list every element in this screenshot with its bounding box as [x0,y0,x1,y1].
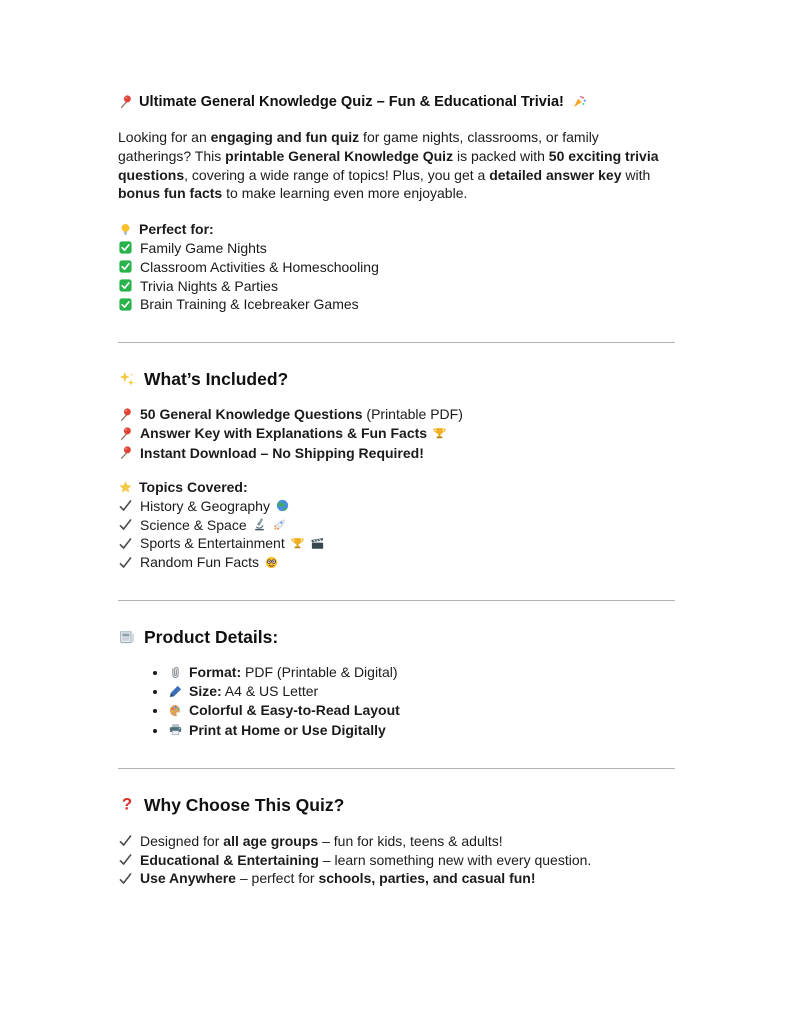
check-mark-icon [118,536,133,551]
why-choose-heading [118,793,675,817]
list-item [168,663,675,682]
list-item [118,295,675,314]
trailing-icons [427,425,447,441]
list-item [118,424,675,443]
product-details-list [118,663,675,740]
list-item-text: Instant Download – No Shipping Required! [140,444,424,461]
list-item [118,497,675,516]
list-item [118,277,675,296]
perfect-for-list [118,239,675,314]
why-choose-list [118,832,675,888]
question-mark-icon [118,795,136,813]
list-item [118,258,675,277]
check-mark-icon [118,517,133,532]
list-item-text: Brain Training & Icebreaker Games [140,296,359,313]
list-item-text: Print at Home or Use Digitally [189,721,386,738]
trophy-icon [290,536,305,551]
list-item-text: Use Anywhere – perfect for schools, parties, and casual fun! [140,870,536,887]
detail-icon [168,722,183,737]
clapper-icon [310,536,325,551]
trailing-icons [247,517,287,533]
globe-icon [275,498,290,513]
list-item [118,534,675,553]
list-item-text: Format: PDF (Printable & Digital) [189,664,398,681]
check-mark-icon [118,852,133,867]
topics-covered-heading-text: Topics Covered: [139,479,248,496]
list-item-text: Random Fun Facts [140,554,260,571]
list-item-text: 50 General Knowledge Questions (Printable PDF) [140,406,463,423]
glowing-star-icon [118,480,133,495]
list-item-text: Family Game Nights [140,239,267,256]
check-mark-icon [118,498,133,513]
microscope-icon [252,517,267,532]
section-divider [118,342,675,343]
detail-icon [168,665,183,680]
product-details-heading [118,625,675,649]
document-page [118,92,675,888]
list-item-text: Designed for all age groups – fun for kids, teens & adults! [140,832,503,849]
perfect-for-heading [118,220,675,239]
list-item [118,444,675,463]
detail-icon [168,684,183,699]
list-item-text: Colorful & Easy-to-Read Layout [189,702,400,719]
list-item [118,869,675,888]
pushpin-icon [118,426,133,441]
check-mark-icon [118,833,133,848]
trailing-icons [259,554,279,570]
list-item-text: Classroom Activities & Homeschooling [140,258,379,275]
lightbulb-icon [118,222,133,237]
page-title [118,92,675,112]
party-popper-icon [572,94,587,109]
check-mark-icon [118,555,133,570]
pushpin-icon [118,407,133,422]
pushpin-icon [118,94,133,109]
list-item [118,405,675,424]
perfect-for-heading-text: Perfect for: [139,221,214,238]
sparkles-icon [118,370,136,388]
page-title-text: Ultimate General Knowledge Quiz – Fun & Educational Trivia! [139,94,564,110]
check-mark-icon [118,871,133,886]
green-check-icon [118,278,133,293]
list-item-text: Answer Key with Explanations & Fun Facts [140,425,428,442]
list-item-text: Educational & Entertaining – learn something new with every question. [140,851,592,868]
topics-covered-heading [118,478,675,497]
intro-paragraph: Looking for an engaging and fun quiz for game nights, classrooms, or family gatherings? This printable General Knowledge Quiz is packed with 50 exciting trivia questions, covering a wide range of topics! Plus, you get a detailed answer key with bonus fun facts to make learning even more enjoyable. [118,129,659,202]
list-item-text: History & Geography [140,497,270,514]
newspaper-icon [118,628,136,646]
section-divider [118,600,675,601]
list-item-text: Trivia Nights & Parties [140,277,278,294]
rocket-icon [272,517,287,532]
list-item [118,553,675,572]
topics-list [118,497,675,572]
list-item [118,239,675,258]
list-item [118,832,675,851]
whats-included-list [118,405,675,463]
section-divider [118,768,675,769]
whats-included-heading-text: What’s Included? [144,369,289,390]
green-check-icon [118,240,133,255]
list-item-text: Size: A4 & US Letter [189,683,319,700]
green-check-icon [118,259,133,274]
list-item [118,851,675,870]
list-item [168,701,675,720]
trailing-icons [285,535,325,551]
list-item-text: Science & Space [140,516,247,533]
pushpin-icon [118,445,133,460]
nerd-icon [264,555,279,570]
why-choose-heading-text: Why Choose This Quiz? [144,794,345,815]
product-details-heading-text: Product Details: [144,627,279,648]
green-check-icon [118,297,133,312]
whats-included-heading [118,367,675,391]
list-item-text: Sports & Entertainment [140,535,285,552]
list-item [118,516,675,535]
list-item [168,721,675,740]
list-item [168,682,675,701]
trophy-icon [432,426,447,441]
detail-icon [168,703,183,718]
trailing-icons [270,498,290,514]
